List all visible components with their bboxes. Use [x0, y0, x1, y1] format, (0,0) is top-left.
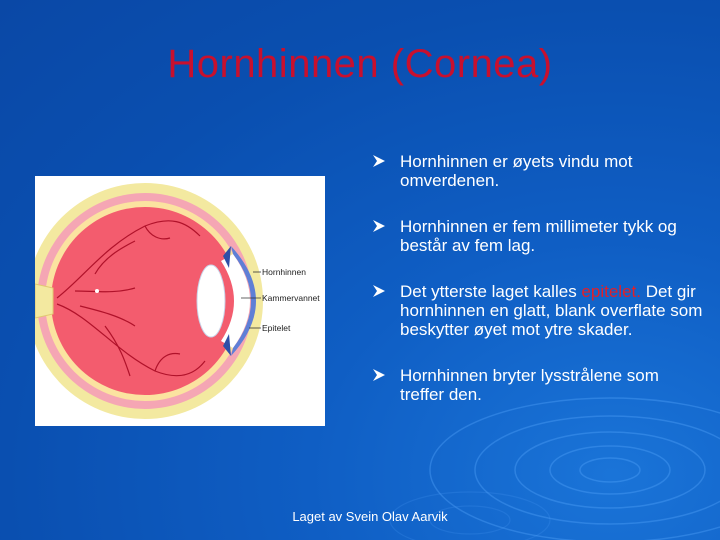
eye-illustration — [35, 176, 325, 426]
bullet-item — [372, 366, 707, 404]
bullet-text-post: Det gir hornhinnen en glatt, blank overflate som beskytter øyet mot ytre skader. — [400, 282, 703, 339]
bullet-text: Hornhinnen er øyets vindu mot omverdenen. — [400, 152, 633, 190]
bullet-item — [372, 152, 707, 190]
arrowhead-icon — [372, 154, 386, 168]
bullet-text: Hornhinnen er fem millimeter tykk og består av fem lag. — [400, 217, 677, 255]
label-aqueous: Kammervannet — [262, 293, 320, 303]
label-epithelium: Epitelet — [262, 323, 291, 333]
bullet-list — [372, 152, 707, 404]
bullet-text: Hornhinnen bryter lysstrålene som treffer den. — [400, 366, 659, 404]
highlight-term: epitelet. — [581, 282, 641, 301]
optic-nerve — [35, 284, 53, 318]
bullet-item — [372, 217, 707, 255]
label-cornea: Hornhinnen — [262, 267, 306, 277]
arrowhead-icon — [372, 368, 386, 382]
eye-diagram — [35, 176, 325, 426]
optic-disc-dot — [95, 289, 99, 293]
lens-shape — [197, 265, 225, 337]
arrowhead-icon — [372, 219, 386, 233]
slide-footer: Laget av Svein Olav Aarvik — [292, 509, 448, 524]
bullet-text-pre: Det ytterste laget kalles — [400, 282, 582, 301]
slide-title: Hornhinnen (Cornea) — [167, 42, 553, 86]
arrowhead-icon — [372, 284, 386, 298]
bullet-item — [372, 282, 707, 339]
